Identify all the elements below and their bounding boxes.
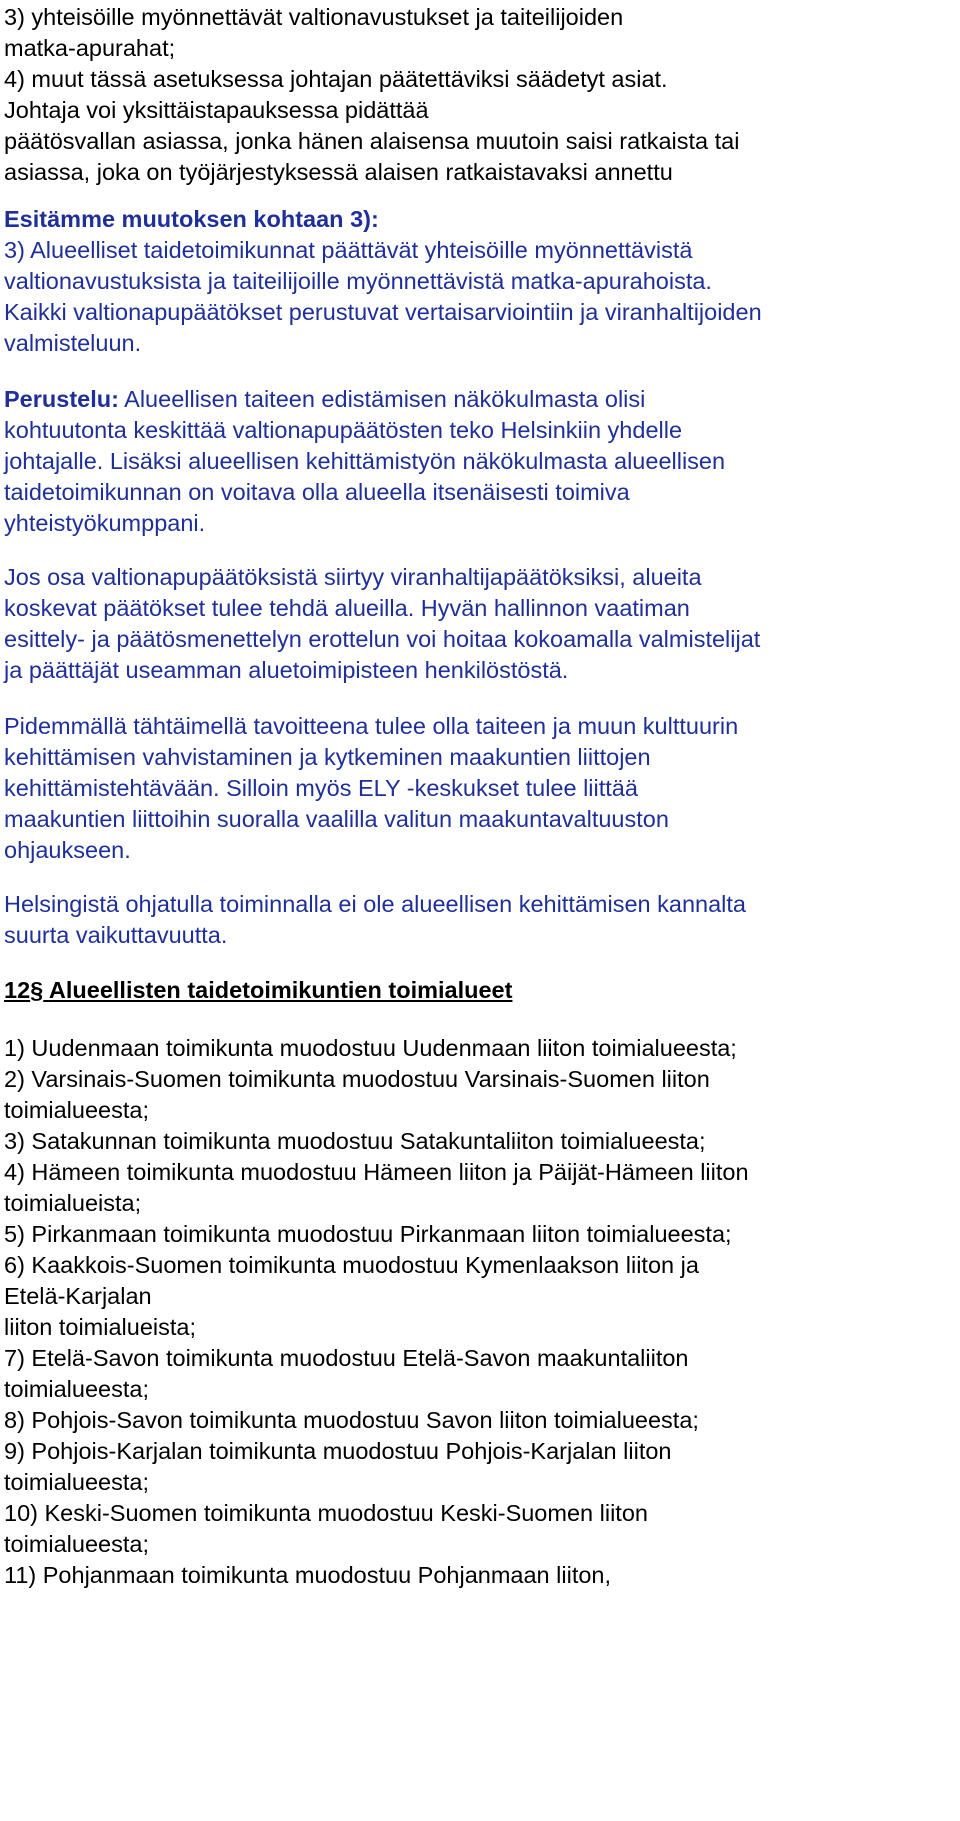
list-item-9: 9) Pohjois-Karjalan toimikunta muodostuu Pohjois-Karjalan liiton [4,1438,672,1464]
para4-line-2: suurta vaikuttavuutta. [4,922,228,948]
para2-line-3: esittely- ja päätösmenettelyn erottelun voi hoitaa kokoamalla valmistelijat [4,626,761,652]
intro-line-6: asiassa, joka on työjärjestyksessä alaisen ratkaistavaksi annettu [4,159,673,185]
section-title: Alueellisten taidetoimikuntien toimialueet [48,977,513,1003]
list-item-2: 2) Varsinais-Suomen toimikunta muodostuu Varsinais-Suomen liiton [4,1066,710,1092]
rationale-line-3-start: johtajalle. [4,448,104,474]
para4-line-1: Helsingistä ohjatulla toiminnalla ei ole alueellisen kehittämisen kannalta [4,891,746,917]
rationale-line-1 [4,384,645,415]
list-item-8: 8) Pohjois-Savon toimikunta muodostuu Savon liiton toimialueesta; [4,1407,699,1433]
intro-line-1: 3) yhteisöille myönnettävät valtionavustukset ja taiteilijoiden [4,4,624,30]
list-item-6-cont-1: Etelä-Karjalan [4,1283,152,1309]
list-item-4-cont: toimialueista; [4,1190,142,1216]
para2-line-2a: koskevat päätökset tulee tehdä alueilla. [4,595,415,621]
list-item-11: 11) Pohjanmaan toimikunta muodostuu Pohjanmaan liiton, [4,1562,612,1588]
para3-line-3a: kehittämistehtävään. [4,775,220,801]
proposal-line-1: 3) Alueelliset taidetoimikunnat päättävät yhteisöille myönnettävistä [4,237,693,263]
list-item-6-cont-2: liiton toimialueista; [4,1314,197,1340]
list-item-10: 10) Keski-Suomen toimikunta muodostuu Keski-Suomen liiton [4,1500,648,1526]
intro-line-2: matka-apurahat; [4,35,176,61]
rationale-line-3-text: Lisäksi alueellisen kehittämistyön näkökulmasta alueellisen [103,448,726,474]
proposal-heading: Esitämme muutoksen kohtaan 3): [4,206,379,232]
para3-line-1: Pidemmällä tähtäimellä tavoitteena tulee olla taiteen ja muun kulttuurin [4,713,739,739]
intro-line-3: 4) muut tässä asetuksessa johtajan päätettäviksi säädetyt asiat. [4,66,668,92]
list-item-7: 7) Etelä-Savon toimikunta muodostuu Etelä-Savon maakuntaliiton [4,1345,689,1371]
rationale-line-2: kohtuutonta keskittää valtionapupäätösten teko Helsinkiin yhdelle [4,417,683,443]
list-item-6: 6) Kaakkois-Suomen toimikunta muodostuu Kymenlaakson liiton ja [4,1252,699,1278]
para3-line-3b: Silloin myös ELY -keskukset tulee liittää [219,775,638,801]
para2-line-1: Jos osa valtionapupäätöksistä siirtyy viranhaltijapäätöksiksi, alueita [4,564,702,590]
list-item-7-cont: toimialueesta; [4,1376,149,1402]
list-item-1: 1) Uudenmaan toimikunta muodostuu Uudenmaan liiton toimialueesta; [4,1035,737,1061]
rationale-line-1-text: Alueellisen taiteen edistämisen näkökulmasta olisi [118,386,646,412]
rationale-line-3 [4,446,725,477]
para3-line-5: ohjaukseen. [4,837,131,863]
proposal-line-4: valmisteluun. [4,330,142,356]
section-heading [4,975,512,1006]
list-item-4: 4) Hämeen toimikunta muodostuu Hämeen liiton ja Päijät-Hämeen liiton [4,1159,749,1185]
list-item-9-cont: toimialueesta; [4,1469,149,1495]
rationale-label: Perustelu: [4,386,119,412]
para2-line-4: ja päättäjät useamman aluetoimipisteen henkilöstöstä. [4,657,569,683]
rationale-line-5: yhteistyökumppani. [4,510,206,536]
section-number: 12 [4,977,31,1003]
para3-line-3 [4,773,638,804]
para2-line-2b: Hyvän hallinnon vaatiman [414,595,690,621]
para2-line-2 [4,593,690,624]
intro-line-4: Johtaja voi yksittäistapauksessa pidättää [4,97,429,123]
proposal-line-2: valtionavustuksista ja taiteilijoille myönnettävistä matka-apurahoista. [4,268,712,294]
proposal-line-3: Kaikki valtionapupäätökset perustuvat vertaisarviointiin ja viranhaltijoiden [4,299,762,325]
list-item-2-cont: toimialueesta; [4,1097,149,1123]
list-item-3: 3) Satakunnan toimikunta muodostuu Satakuntaliiton toimialueesta; [4,1128,706,1154]
list-item-10-cont: toimialueesta; [4,1531,149,1557]
para3-line-4: maakuntien liittoihin suoralla vaalilla valitun maakuntavaltuuston [4,806,669,832]
para3-line-2: kehittämisen vahvistaminen ja kytkeminen maakuntien liittojen [4,744,651,770]
rationale-line-4: taidetoimikunnan on voitava olla alueella itsenäisesti toimiva [4,479,630,505]
section-sign: § [30,977,44,1003]
list-item-5: 5) Pirkanmaan toimikunta muodostuu Pirkanmaan liiton toimialueesta; [4,1221,732,1247]
intro-line-5: päätösvallan asiassa, jonka hänen alaisensa muutoin saisi ratkaista tai [4,128,740,154]
